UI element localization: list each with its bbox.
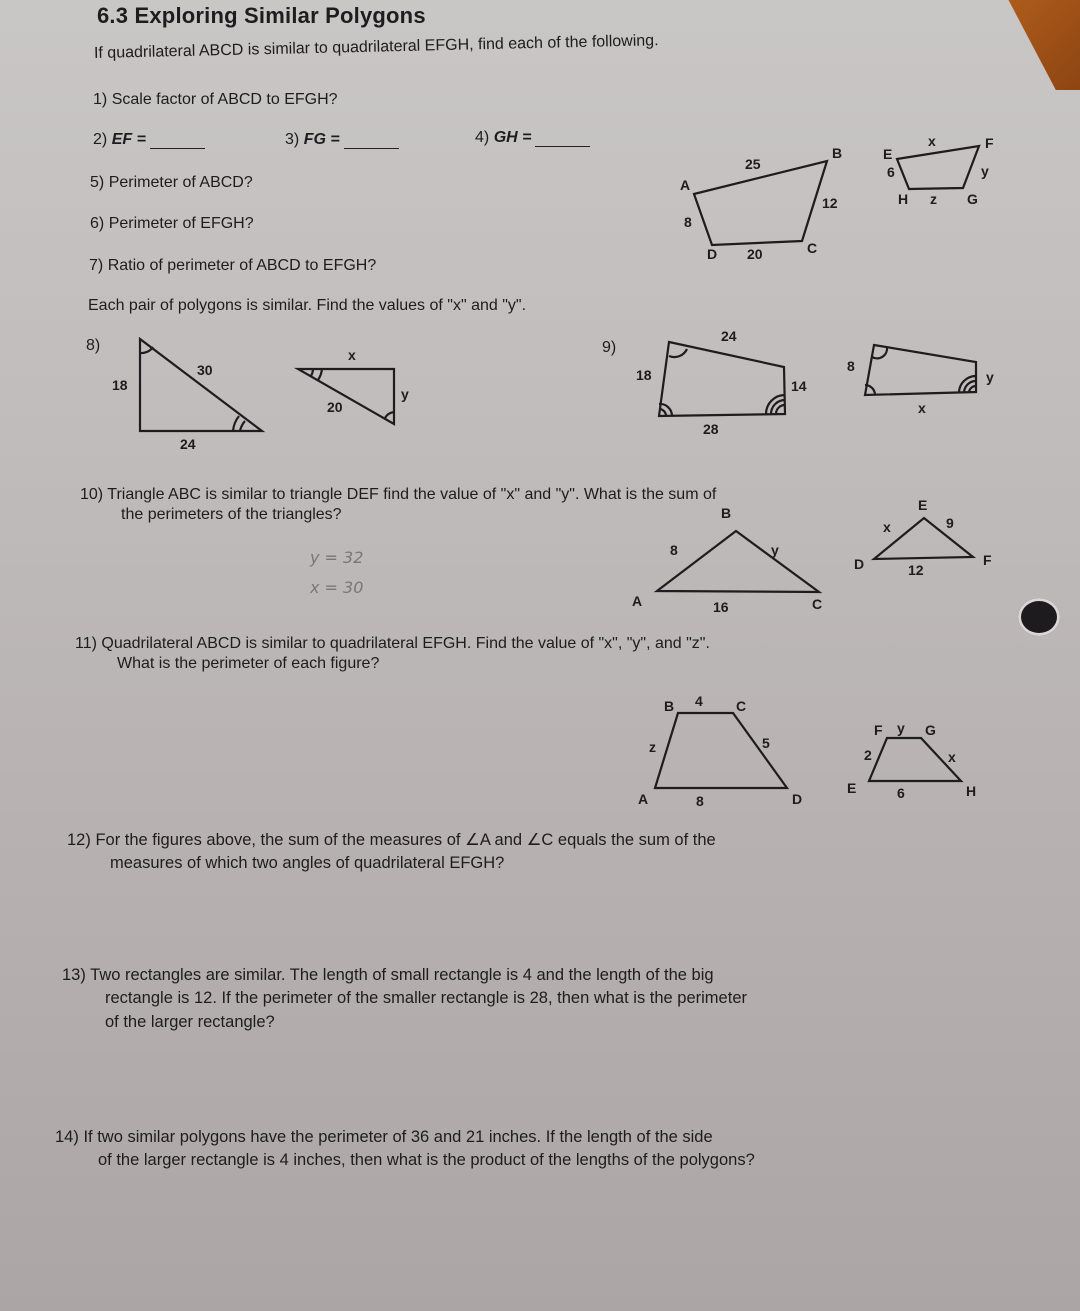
handwritten-answer-y: y = 32 <box>310 548 364 567</box>
side-hg-label: z <box>930 191 937 207</box>
vertex-label-c: C <box>807 240 818 256</box>
intro-instruction: If quadrilateral ABCD is similar to quadrilateral EFGH, find each of the following. <box>93 32 659 62</box>
q8-tri1-hypotenuse: 30 <box>197 362 213 378</box>
question-text: For the figures above, the sum of the measures of ∠A and ∠C equals the sum of the <box>95 831 716 849</box>
q11-side-gh: x <box>948 749 956 765</box>
q11-side-bc: 4 <box>695 693 703 709</box>
q11-vertex-a: A <box>638 791 649 807</box>
q9-quad1-left: 18 <box>636 367 652 383</box>
vertex-label-d: D <box>707 246 718 262</box>
q8-tri2-top-x: x <box>348 347 356 363</box>
question-text: Triangle ABC is similar to triangle DEF find the value of "x" and "y". What is the sum of <box>107 486 717 503</box>
q9-quad2-left: 8 <box>847 358 855 374</box>
q9-quad1-right: 14 <box>791 378 807 394</box>
question-13-line2: rectangle is 12. If the perimeter of the smaller rectangle is 28, then what is the perimeter <box>105 989 747 1007</box>
question-text: Scale factor of ABCD to EFGH? <box>111 91 338 108</box>
question-number: 2) <box>93 131 108 148</box>
question-text: FG = <box>303 131 340 148</box>
section-2-instruction: Each pair of polygons is similar. Find the values of "x" and "y". <box>88 297 527 314</box>
q10-vertex-d: D <box>854 556 865 572</box>
side-dc-length: 20 <box>747 246 763 262</box>
side-ef-label: x <box>928 133 936 149</box>
question-text: If two similar polygons have the perimeter of 36 and 21 inches. If the length of the side <box>83 1128 713 1146</box>
question-number: 1) <box>93 91 108 108</box>
question-number: 14) <box>55 1128 79 1146</box>
question-number: 3) <box>285 131 300 148</box>
q9-quad2-bottom-x: x <box>918 400 926 416</box>
q11-vertex-h: H <box>966 783 977 799</box>
q9-quad1-bottom: 28 <box>703 421 719 437</box>
vertex-label-b: B <box>832 145 843 161</box>
q10-vertex-e: E <box>918 497 928 513</box>
side-ad-length: 8 <box>684 214 692 230</box>
q11-side-ab: z <box>649 739 656 755</box>
q10-side-df: 12 <box>908 562 924 578</box>
q8-tri2-hypotenuse: 20 <box>327 399 343 415</box>
q9-quad1-top: 24 <box>721 328 737 344</box>
side-ab-length: 25 <box>745 156 761 172</box>
q10-side-ab: 8 <box>670 542 678 558</box>
question-text: Ratio of perimeter of ABCD to EFGH? <box>107 257 377 274</box>
q10-vertex-b: B <box>721 505 732 521</box>
quad-abcd-top <box>694 161 827 245</box>
question-number: 12) <box>67 831 91 849</box>
question-11-line2: What is the perimeter of each figure? <box>117 655 380 672</box>
question-12-line2: measures of which two angles of quadrilateral EFGH? <box>110 854 505 872</box>
question-10 <box>80 486 716 504</box>
q8-tri2-right-y: y <box>401 386 409 402</box>
question-number: 4) <box>475 129 490 146</box>
question-10-line2: the perimeters of the triangles? <box>121 506 342 523</box>
question-number: 7) <box>89 257 104 274</box>
question-number: 13) <box>62 966 86 984</box>
q8-tri1-base: 24 <box>180 436 196 452</box>
q8-tri1-left-side: 18 <box>112 377 128 393</box>
q11-vertex-d: D <box>792 791 803 807</box>
q10-side-de: x <box>883 519 891 535</box>
side-eh-length: 6 <box>887 164 895 180</box>
side-fg-label: y <box>981 163 989 179</box>
question-number: 5) <box>90 174 105 191</box>
q10-vertex-c: C <box>812 596 823 612</box>
question-text: GH = <box>493 129 532 146</box>
question-text: Perimeter of ABCD? <box>108 174 253 191</box>
q11-vertex-g: G <box>925 722 936 738</box>
side-bc-length: 12 <box>822 195 838 211</box>
question-8-number: 8) <box>86 337 101 354</box>
question-12 <box>67 830 716 850</box>
vertex-label-a: A <box>680 177 691 193</box>
q10-vertex-a: A <box>632 593 643 609</box>
vertex-label-g: G <box>967 191 978 207</box>
question-text: EF = <box>111 131 146 148</box>
handwritten-answer-x: x = 30 <box>310 578 364 597</box>
q10-side-ac: 16 <box>713 599 729 615</box>
question-text: Quadrilateral ABCD is similar to quadrilateral EFGH. Find the value of "x", "y", and "z". <box>101 635 710 652</box>
question-text: Perimeter of EFGH? <box>108 215 254 232</box>
vertex-label-f: F <box>985 135 994 151</box>
question-14-line2: of the larger rectangle is 4 inches, then what is the product of the lengths of the polygons? <box>98 1151 755 1169</box>
question-text: Two rectangles are similar. The length of small rectangle is 4 and the length of the big <box>90 966 714 984</box>
question-13-line3: of the larger rectangle? <box>105 1013 275 1031</box>
question-number: 11) <box>75 635 97 652</box>
q11-vertex-c: C <box>736 698 747 714</box>
q10-vertex-f: F <box>983 552 992 568</box>
question-number: 10) <box>80 486 104 503</box>
question-number: 6) <box>90 215 105 232</box>
q11-side-ad: 8 <box>696 793 704 809</box>
vertex-label-e: E <box>883 146 893 162</box>
q11-vertex-b: B <box>664 698 675 714</box>
q11-side-cd: 5 <box>762 735 770 751</box>
q11-vertex-e: E <box>847 780 857 796</box>
q11-side-fg: y <box>897 720 905 736</box>
question-11 <box>75 635 710 653</box>
q9-quad2-right-y: y <box>986 369 994 385</box>
page-title: 6.3 Exploring Similar Polygons <box>97 3 426 28</box>
question-14 <box>55 1128 713 1147</box>
q10-side-bc: y <box>771 542 779 558</box>
vertex-label-h: H <box>898 191 909 207</box>
question-9-number: 9) <box>602 339 617 356</box>
question-13 <box>62 966 714 985</box>
q11-side-ef: 2 <box>864 747 872 763</box>
quad-efgh-top <box>897 146 979 189</box>
q11-side-eh: 6 <box>897 785 905 801</box>
q11-vertex-f: F <box>874 722 883 738</box>
q10-side-ef: 9 <box>946 515 954 531</box>
